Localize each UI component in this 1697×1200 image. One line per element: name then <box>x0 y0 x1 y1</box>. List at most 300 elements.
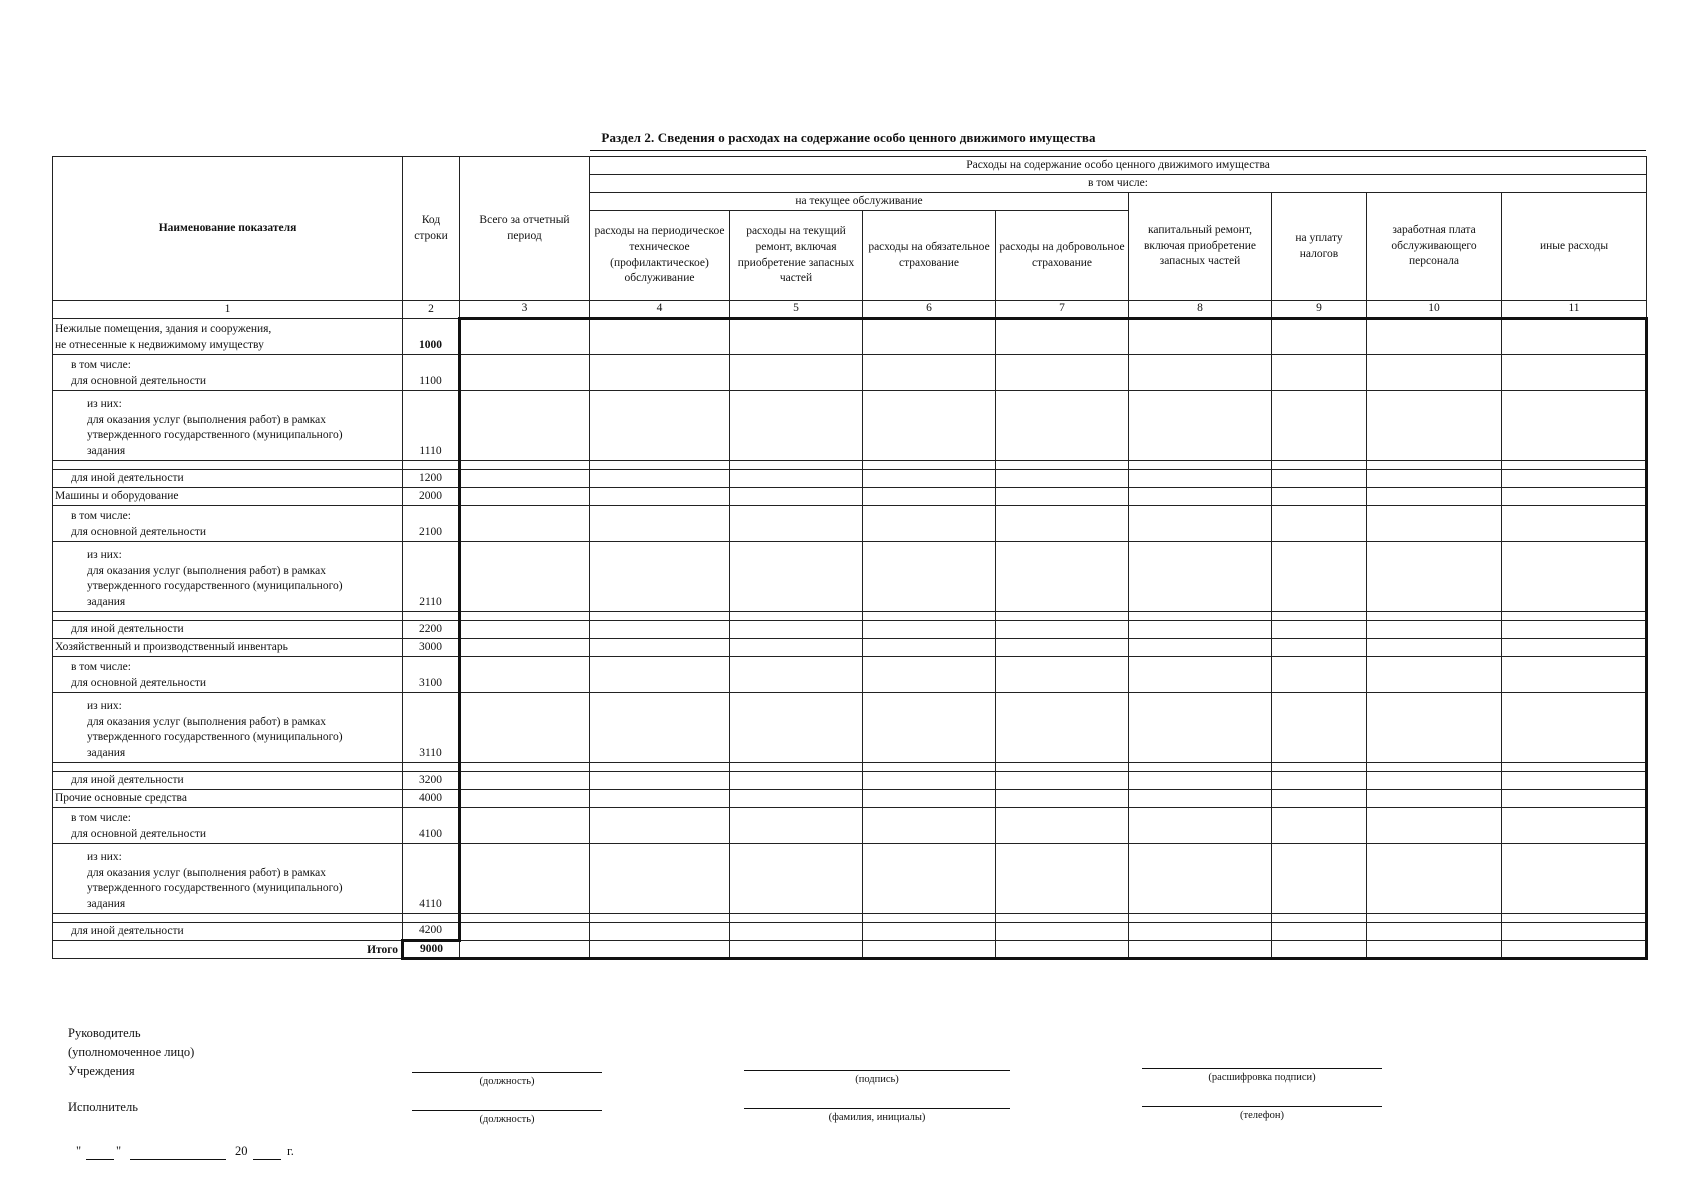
value-cell[interactable] <box>996 807 1129 843</box>
value-cell[interactable] <box>1272 656 1367 692</box>
value-cell[interactable] <box>996 487 1129 505</box>
head-label-2: (уполномоченное лицо) <box>68 1045 195 1059</box>
spacer-cell[interactable] <box>996 762 1129 771</box>
value-cell[interactable] <box>996 541 1129 611</box>
value-cell[interactable] <box>1129 354 1272 390</box>
row-name <box>53 656 403 692</box>
value-cell[interactable] <box>1129 487 1272 505</box>
value-cell[interactable] <box>460 469 590 487</box>
header-col10: заработная плата обслуживающего персонала <box>1367 193 1502 301</box>
value-cell[interactable] <box>996 354 1129 390</box>
value-cell[interactable] <box>863 638 996 656</box>
value-cell[interactable] <box>996 656 1129 692</box>
row-name-line: для основной деятельности <box>71 375 206 387</box>
value-cell[interactable] <box>1129 807 1272 843</box>
row-name-line: из них: <box>87 398 122 411</box>
value-cell[interactable] <box>996 469 1129 487</box>
table-row <box>53 318 1647 354</box>
row-code: 2000 <box>403 487 460 505</box>
total-value-cell[interactable] <box>730 940 863 959</box>
spacer-cell[interactable] <box>1502 611 1647 620</box>
value-cell[interactable] <box>1272 487 1367 505</box>
value-cell[interactable] <box>730 922 863 940</box>
value-cell[interactable] <box>1367 656 1502 692</box>
total-value-cell[interactable] <box>863 940 996 959</box>
value-cell[interactable] <box>863 620 996 638</box>
value-cell[interactable] <box>1129 638 1272 656</box>
value-cell[interactable] <box>996 620 1129 638</box>
value-cell[interactable] <box>590 318 730 354</box>
row-code: 4110 <box>403 843 460 913</box>
spacer-cell[interactable] <box>1129 611 1272 620</box>
value-cell[interactable] <box>1367 843 1502 913</box>
value-cell[interactable] <box>1367 789 1502 807</box>
row-code: 2100 <box>403 505 460 541</box>
value-cell[interactable] <box>1502 656 1647 692</box>
spacer-cell[interactable] <box>730 460 863 469</box>
date-quote-open: " <box>76 1144 82 1158</box>
row-name <box>53 638 403 656</box>
value-cell[interactable] <box>1272 541 1367 611</box>
value-cell[interactable] <box>1502 354 1647 390</box>
spacer-cell[interactable] <box>863 913 996 922</box>
value-cell[interactable] <box>1367 541 1502 611</box>
row-code: 4200 <box>403 922 460 940</box>
date-year-line[interactable] <box>253 1159 281 1160</box>
value-cell[interactable] <box>1502 318 1647 354</box>
spacer-cell[interactable] <box>1272 611 1367 620</box>
value-cell[interactable] <box>996 771 1129 789</box>
value-cell[interactable] <box>730 469 863 487</box>
row-name <box>53 789 403 807</box>
spacer-cell[interactable] <box>1502 913 1647 922</box>
total-label: Итого <box>53 940 403 959</box>
value-cell[interactable] <box>460 789 590 807</box>
spacer-cell <box>403 611 460 620</box>
value-cell[interactable] <box>1367 922 1502 940</box>
value-cell[interactable] <box>863 692 996 762</box>
value-cell[interactable] <box>460 638 590 656</box>
value-cell[interactable] <box>863 771 996 789</box>
decoding-line[interactable] <box>1142 1068 1382 1069</box>
value-cell[interactable] <box>590 487 730 505</box>
value-cell[interactable] <box>1129 922 1272 940</box>
value-cell[interactable] <box>1272 638 1367 656</box>
value-cell[interactable] <box>590 620 730 638</box>
value-cell[interactable] <box>863 541 996 611</box>
row-name <box>53 692 403 762</box>
row-name-line: утвержденного государственного (муниципального) <box>87 731 343 744</box>
total-value-cell[interactable] <box>1367 940 1502 959</box>
row-name <box>53 354 403 390</box>
value-cell[interactable] <box>996 638 1129 656</box>
value-cell[interactable] <box>460 843 590 913</box>
spacer-cell <box>53 460 403 469</box>
row-name-line: для оказания услуг (выполнения работ) в рамках <box>87 715 327 728</box>
header-including: в том числе: <box>590 175 1647 193</box>
value-cell[interactable] <box>590 469 730 487</box>
spacer-cell[interactable] <box>590 611 730 620</box>
row-name-line: из них: <box>87 549 122 562</box>
value-cell[interactable] <box>1272 692 1367 762</box>
signature-line[interactable] <box>744 1070 1010 1071</box>
value-cell[interactable] <box>1129 620 1272 638</box>
spacer-cell[interactable] <box>1129 913 1272 922</box>
total-value-cell[interactable] <box>1129 940 1272 959</box>
value-cell[interactable] <box>1129 656 1272 692</box>
spacer-cell[interactable] <box>996 460 1129 469</box>
value-cell[interactable] <box>1272 922 1367 940</box>
value-cell[interactable] <box>1129 390 1272 460</box>
header-col4: расходы на периодическое техническое (профилактическое) обслуживание <box>590 211 730 301</box>
decoding-caption: (расшифровка подписи) <box>1208 1072 1316 1083</box>
spacer-cell <box>53 611 403 620</box>
table-row <box>53 922 1647 940</box>
spacer-cell[interactable] <box>996 913 1129 922</box>
row-name-line: Прочие основные средства <box>55 792 187 804</box>
value-cell[interactable] <box>863 469 996 487</box>
spacer-cell[interactable] <box>996 611 1129 620</box>
total-value-cell[interactable] <box>590 940 730 959</box>
spacer-row <box>53 913 1647 922</box>
value-cell[interactable] <box>1367 390 1502 460</box>
value-cell[interactable] <box>996 922 1129 940</box>
value-cell[interactable] <box>460 922 590 940</box>
value-cell[interactable] <box>1502 843 1647 913</box>
spacer-cell <box>403 460 460 469</box>
value-cell[interactable] <box>1272 469 1367 487</box>
row-name <box>53 541 403 611</box>
value-cell[interactable] <box>996 505 1129 541</box>
value-cell[interactable] <box>460 354 590 390</box>
value-cell[interactable] <box>1272 354 1367 390</box>
value-cell[interactable] <box>1367 771 1502 789</box>
value-cell[interactable] <box>730 789 863 807</box>
value-cell[interactable] <box>1502 692 1647 762</box>
value-cell[interactable] <box>863 390 996 460</box>
table-row <box>53 469 1647 487</box>
value-cell[interactable] <box>590 354 730 390</box>
value-cell[interactable] <box>996 789 1129 807</box>
spacer-cell[interactable] <box>863 460 996 469</box>
col-number: 3 <box>460 301 590 319</box>
row-code: 3000 <box>403 638 460 656</box>
spacer-row <box>53 460 1647 469</box>
spacer-row <box>53 762 1647 771</box>
value-cell[interactable] <box>1272 843 1367 913</box>
row-code: 1000 <box>403 318 460 354</box>
value-cell[interactable] <box>1367 354 1502 390</box>
value-cell[interactable] <box>1367 487 1502 505</box>
spacer-cell[interactable] <box>1272 762 1367 771</box>
row-code: 1200 <box>403 469 460 487</box>
row-name-line: в том числе: <box>71 812 131 825</box>
date-month-line[interactable] <box>130 1159 226 1160</box>
spacer-cell[interactable] <box>590 913 730 922</box>
value-cell[interactable] <box>1367 807 1502 843</box>
spacer-cell[interactable] <box>1502 460 1647 469</box>
value-cell[interactable] <box>1129 771 1272 789</box>
value-cell[interactable] <box>460 541 590 611</box>
spacer-row <box>53 611 1647 620</box>
value-cell[interactable] <box>863 354 996 390</box>
value-cell[interactable] <box>1502 922 1647 940</box>
header-col11: иные расходы <box>1502 193 1647 301</box>
spacer-cell[interactable] <box>863 762 996 771</box>
table-row <box>53 656 1647 692</box>
value-cell[interactable] <box>1272 318 1367 354</box>
spacer-cell[interactable] <box>1502 762 1647 771</box>
row-name <box>53 771 403 789</box>
spacer-cell[interactable] <box>730 611 863 620</box>
spacer-cell <box>53 913 403 922</box>
table-body <box>53 318 1647 959</box>
value-cell[interactable] <box>590 656 730 692</box>
spacer-cell[interactable] <box>863 611 996 620</box>
value-cell[interactable] <box>863 843 996 913</box>
value-cell[interactable] <box>863 487 996 505</box>
col-number: 7 <box>996 301 1129 319</box>
value-cell[interactable] <box>996 390 1129 460</box>
value-cell[interactable] <box>1502 505 1647 541</box>
col-number: 8 <box>1129 301 1272 319</box>
row-code: 1110 <box>403 390 460 460</box>
spacer-cell[interactable] <box>1272 460 1367 469</box>
header-expenses: Расходы на содержание особо ценного движимого имущества <box>590 157 1647 175</box>
head-label-3: Учреждения <box>68 1064 135 1078</box>
value-cell[interactable] <box>590 692 730 762</box>
value-cell[interactable] <box>1502 620 1647 638</box>
spacer-cell <box>403 913 460 922</box>
row-name <box>53 469 403 487</box>
value-cell[interactable] <box>460 487 590 505</box>
col-number: 5 <box>730 301 863 319</box>
value-cell[interactable] <box>730 638 863 656</box>
value-cell[interactable] <box>730 771 863 789</box>
value-cell[interactable] <box>590 843 730 913</box>
row-code: 3110 <box>403 692 460 762</box>
value-cell[interactable] <box>460 390 590 460</box>
fio-caption: (фамилия, инициалы) <box>828 1112 926 1123</box>
row-name-line: задания <box>87 596 126 608</box>
header-col8: капитальный ремонт, включая приобретение запасных частей <box>1129 193 1272 301</box>
table-row <box>53 541 1647 611</box>
total-value-cell[interactable] <box>996 940 1129 959</box>
total-code: 9000 <box>403 940 460 959</box>
spacer-cell[interactable] <box>1129 460 1272 469</box>
date-year-suffix: г. <box>287 1144 294 1158</box>
spacer-cell[interactable] <box>1129 762 1272 771</box>
row-name-line: Машины и оборудование <box>55 490 179 502</box>
value-cell[interactable] <box>590 541 730 611</box>
header-col5: расходы на текущий ремонт, включая приобретение запасных частей <box>730 211 863 301</box>
total-value-cell[interactable] <box>1272 940 1367 959</box>
row-name-line: в том числе: <box>71 510 131 523</box>
value-cell[interactable] <box>1502 390 1647 460</box>
value-cell[interactable] <box>460 318 590 354</box>
value-cell[interactable] <box>1272 771 1367 789</box>
value-cell[interactable] <box>996 843 1129 913</box>
spacer-cell[interactable] <box>460 460 590 469</box>
value-cell[interactable] <box>730 656 863 692</box>
value-cell[interactable] <box>730 487 863 505</box>
value-cell[interactable] <box>863 505 996 541</box>
table-row <box>53 638 1647 656</box>
value-cell[interactable] <box>590 390 730 460</box>
row-name-line: для оказания услуг (выполнения работ) в рамках <box>87 866 327 879</box>
value-cell[interactable] <box>1502 771 1647 789</box>
row-name <box>53 390 403 460</box>
row-code: 4000 <box>403 789 460 807</box>
spacer-cell[interactable] <box>590 460 730 469</box>
row-name-line: для иной деятельности <box>71 472 184 484</box>
value-cell[interactable] <box>1367 469 1502 487</box>
value-cell[interactable] <box>590 771 730 789</box>
value-cell[interactable] <box>1129 541 1272 611</box>
row-name <box>53 487 403 505</box>
value-cell[interactable] <box>730 318 863 354</box>
value-cell[interactable] <box>1502 541 1647 611</box>
value-cell[interactable] <box>460 771 590 789</box>
value-cell[interactable] <box>1272 620 1367 638</box>
total-value-cell[interactable] <box>460 940 590 959</box>
value-cell[interactable] <box>590 789 730 807</box>
row-name-line: утвержденного государственного (муниципального) <box>87 429 343 442</box>
spacer-cell[interactable] <box>1367 460 1502 469</box>
phone-caption: (телефон) <box>1240 1110 1284 1121</box>
value-cell[interactable] <box>460 620 590 638</box>
row-name <box>53 620 403 638</box>
spacer-cell[interactable] <box>460 913 590 922</box>
header-current: на текущее обслуживание <box>590 193 1129 211</box>
value-cell[interactable] <box>460 656 590 692</box>
title-rule <box>590 150 1646 151</box>
row-name-line: Хозяйственный и производственный инвентарь <box>55 641 288 653</box>
total-row <box>53 940 1647 959</box>
spacer-cell[interactable] <box>730 762 863 771</box>
value-cell[interactable] <box>730 843 863 913</box>
value-cell[interactable] <box>1367 638 1502 656</box>
value-cell[interactable] <box>863 656 996 692</box>
value-cell[interactable] <box>996 318 1129 354</box>
table-row <box>53 843 1647 913</box>
value-cell[interactable] <box>590 638 730 656</box>
position-line[interactable] <box>412 1072 602 1073</box>
value-cell[interactable] <box>1272 505 1367 541</box>
spacer-cell[interactable] <box>460 611 590 620</box>
row-name-line: для иной деятельности <box>71 925 184 937</box>
value-cell[interactable] <box>1272 807 1367 843</box>
table-row <box>53 354 1647 390</box>
value-cell[interactable] <box>863 922 996 940</box>
value-cell[interactable] <box>590 922 730 940</box>
table-row <box>53 789 1647 807</box>
row-code: 3100 <box>403 656 460 692</box>
value-cell[interactable] <box>1129 469 1272 487</box>
value-cell[interactable] <box>730 390 863 460</box>
value-cell[interactable] <box>460 807 590 843</box>
value-cell[interactable] <box>1129 843 1272 913</box>
row-name-line: в том числе: <box>71 661 131 674</box>
value-cell[interactable] <box>996 692 1129 762</box>
value-cell[interactable] <box>730 541 863 611</box>
row-name-line: для иной деятельности <box>71 774 184 786</box>
fio-line[interactable] <box>744 1108 1010 1109</box>
total-value-cell[interactable] <box>1502 940 1647 959</box>
value-cell[interactable] <box>1367 692 1502 762</box>
value-cell[interactable] <box>1129 505 1272 541</box>
value-cell[interactable] <box>1367 505 1502 541</box>
header-col9: на уплату налогов <box>1272 193 1367 301</box>
value-cell[interactable] <box>590 505 730 541</box>
table-row <box>53 692 1647 762</box>
value-cell[interactable] <box>460 505 590 541</box>
value-cell[interactable] <box>1502 789 1647 807</box>
value-cell[interactable] <box>730 620 863 638</box>
spacer-cell[interactable] <box>590 762 730 771</box>
value-cell[interactable] <box>1272 390 1367 460</box>
value-cell[interactable] <box>1502 487 1647 505</box>
value-cell[interactable] <box>730 692 863 762</box>
row-name-line: для оказания услуг (выполнения работ) в рамках <box>87 564 327 577</box>
value-cell[interactable] <box>730 354 863 390</box>
row-name <box>53 843 403 913</box>
expenses-table <box>52 156 1648 960</box>
value-cell[interactable] <box>863 807 996 843</box>
date-year-prefix: 20 <box>235 1144 248 1158</box>
value-cell[interactable] <box>1502 469 1647 487</box>
row-code: 1100 <box>403 354 460 390</box>
value-cell[interactable] <box>1129 789 1272 807</box>
spacer-cell[interactable] <box>1367 762 1502 771</box>
value-cell[interactable] <box>863 318 996 354</box>
value-cell[interactable] <box>1129 692 1272 762</box>
table-row <box>53 807 1647 843</box>
spacer-cell[interactable] <box>1367 913 1502 922</box>
table-row <box>53 620 1647 638</box>
value-cell[interactable] <box>730 807 863 843</box>
value-cell[interactable] <box>1502 638 1647 656</box>
spacer-cell <box>53 762 403 771</box>
date-day-line[interactable] <box>86 1159 114 1160</box>
table-row <box>53 771 1647 789</box>
section-title: Раздел 2. Сведения о расходах на содержание особо ценного движимого имущества <box>601 130 1096 145</box>
position-caption: (должность) <box>479 1076 535 1087</box>
col-number: 2 <box>403 301 460 319</box>
spacer-cell[interactable] <box>1272 913 1367 922</box>
value-cell[interactable] <box>730 505 863 541</box>
value-cell[interactable] <box>863 789 996 807</box>
spacer-cell[interactable] <box>460 762 590 771</box>
value-cell[interactable] <box>460 692 590 762</box>
value-cell[interactable] <box>1272 789 1367 807</box>
spacer-cell[interactable] <box>730 913 863 922</box>
row-name-line: утвержденного государственного (муниципального) <box>87 882 343 895</box>
value-cell[interactable] <box>1367 318 1502 354</box>
value-cell[interactable] <box>1129 318 1272 354</box>
value-cell[interactable] <box>1502 807 1647 843</box>
row-name-line: для оказания услуг (выполнения работ) в рамках <box>87 413 327 426</box>
spacer-cell[interactable] <box>1367 611 1502 620</box>
value-cell[interactable] <box>1367 620 1502 638</box>
value-cell[interactable] <box>590 807 730 843</box>
col-number: 4 <box>590 301 730 319</box>
table-row <box>53 487 1647 505</box>
executor-position-line[interactable] <box>412 1110 602 1111</box>
phone-line[interactable] <box>1142 1106 1382 1107</box>
row-name-line: для иной деятельности <box>71 623 184 635</box>
row-name-line: для основной деятельности <box>71 526 206 538</box>
